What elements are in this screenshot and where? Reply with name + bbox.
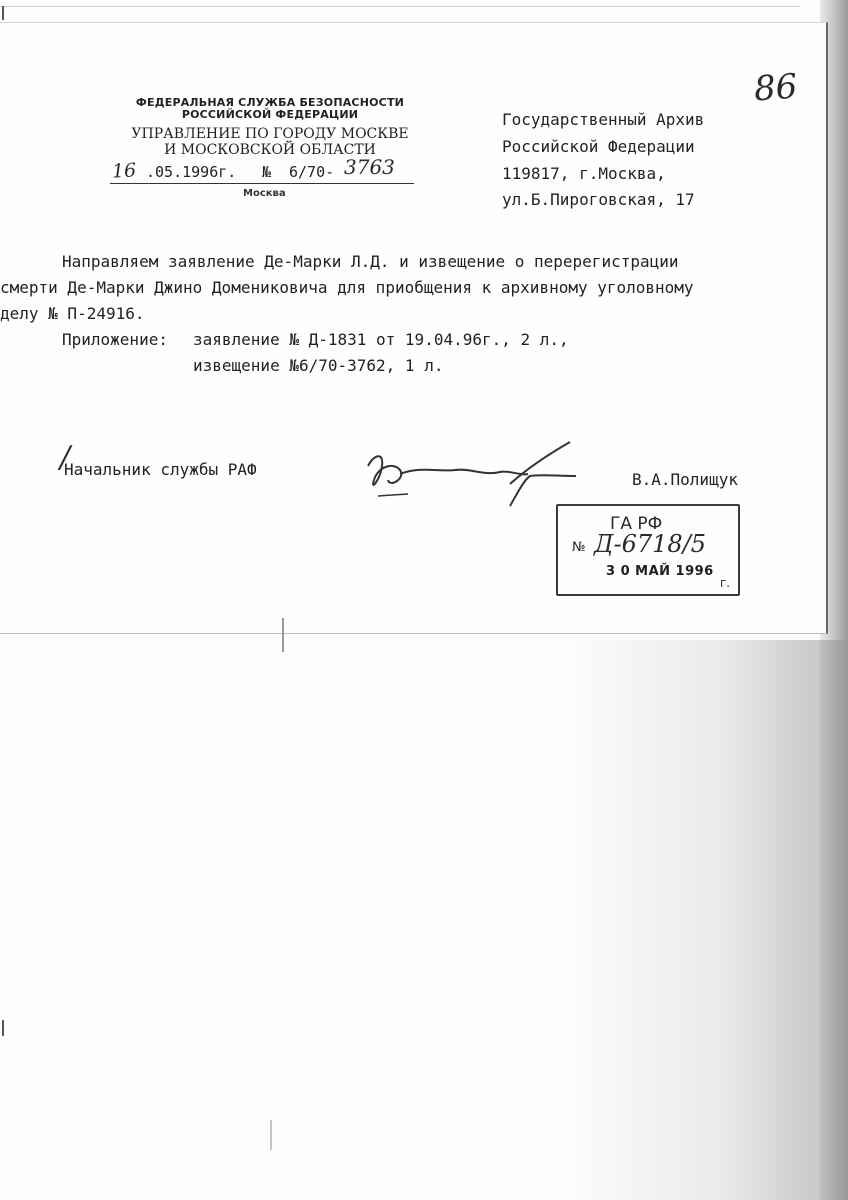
recipient-line1: Государственный Архив (502, 110, 705, 129)
attachment-item-2: извещение №6/70-3762, 1 л. (193, 356, 444, 375)
stamp-title: ГА РФ (610, 514, 663, 534)
body-line-3: делу № П-24916. (0, 304, 145, 323)
printed-date: .05.1996г. (146, 163, 237, 181)
margin-pen-mark: / (60, 440, 71, 475)
recipient-line2: Российской Федерации (502, 137, 695, 156)
sender-city: Москва (243, 188, 286, 199)
handwritten-reference-number: 3763 (344, 155, 395, 179)
edge-mark (2, 6, 4, 20)
stamp-number-label: № (572, 540, 586, 555)
edge-mark (2, 1020, 4, 1036)
stamp-year-suffix: г. (720, 576, 731, 590)
body-line-1: Направляем заявление Де-Марки Л.Д. и извещение о перерегистрации (62, 252, 679, 271)
stamp-date: 3 0 МАЙ 1996 (606, 564, 714, 579)
attachment-label: Приложение: (62, 330, 168, 349)
copy-artifact-mark (282, 618, 284, 652)
number-label: № (262, 163, 272, 181)
handwritten-signature (360, 436, 580, 516)
date-line-underline (110, 183, 414, 184)
signer-name: В.А.Полищук (632, 470, 738, 489)
page-top-edge (0, 0, 800, 7)
attachment-item-1: заявление № Д-1831 от 19.04.96г., 2 л., (193, 330, 569, 349)
copy-shading (560, 640, 848, 1200)
handwritten-page-number: 86 (752, 66, 799, 110)
sender-dept-line1: УПРАВЛЕНИЕ ПО ГОРОДУ МОСКВЕ (131, 126, 409, 142)
sender-dept-line2: И МОСКОВСКОЙ ОБЛАСТИ (164, 142, 376, 158)
reference-prefix: 6/70- (289, 163, 335, 181)
stamp-handwritten-number: Д-6718/5 (594, 530, 707, 558)
recipient-line3: 119817, г.Москва, (502, 164, 666, 183)
copy-artifact-mark (270, 1120, 272, 1150)
sender-org-line1: ФЕДЕРАЛЬНАЯ СЛУЖБА БЕЗОПАСНОСТИ (135, 96, 405, 109)
signer-title: Начальник службы РАФ (64, 460, 257, 479)
handwritten-day: 16 (111, 159, 137, 183)
recipient-line4: ул.Б.Пироговская, 17 (502, 190, 695, 209)
sender-org-line2: РОССИЙСКОЙ ФЕДЕРАЦИИ (181, 108, 359, 121)
body-line-2: смерти Де-Марки Джино Домениковича для приобщения к архивному уголовному (0, 278, 694, 297)
archive-receipt-stamp (556, 504, 740, 596)
